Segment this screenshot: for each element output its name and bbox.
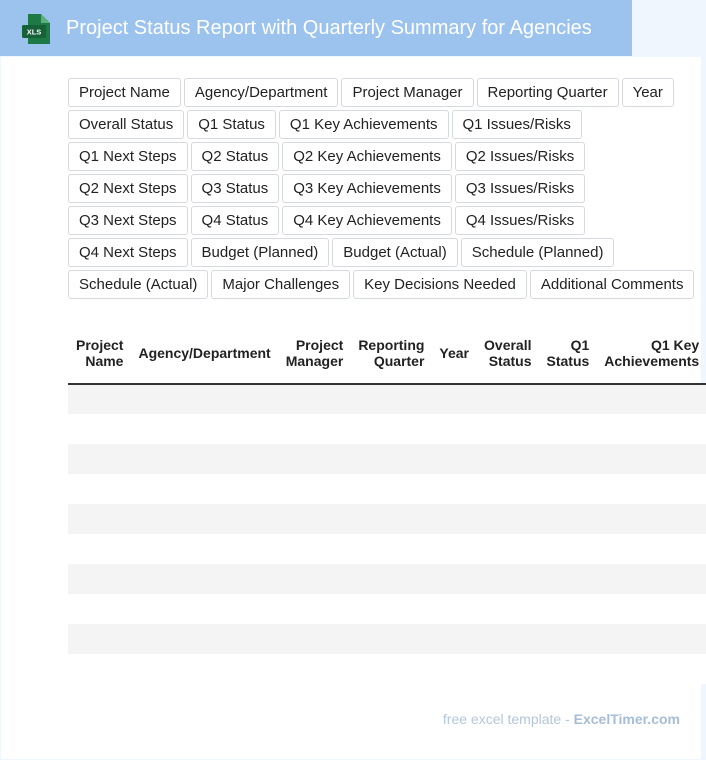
table-row[interactable] <box>68 444 706 474</box>
table-cell[interactable] <box>539 444 597 474</box>
table-cell[interactable] <box>278 474 351 504</box>
column-header-project-manager[interactable]: Project Manager <box>278 322 351 384</box>
table-cell[interactable] <box>278 624 351 654</box>
table-cell[interactable] <box>278 564 351 594</box>
field-chip-agency-department[interactable]: Agency/Department <box>184 78 339 107</box>
column-header-overall-status[interactable]: Overall Status <box>476 322 538 384</box>
field-chip-overall-status[interactable]: Overall Status <box>68 110 184 139</box>
table-cell[interactable] <box>596 564 706 594</box>
field-chip-q1-key-achievements[interactable]: Q1 Key Achievements <box>279 110 449 139</box>
table-cell[interactable] <box>130 444 277 474</box>
table-cell[interactable] <box>596 474 706 504</box>
table-cell[interactable] <box>130 504 277 534</box>
table-cell[interactable] <box>68 474 130 504</box>
excel-file-icon <box>22 14 50 44</box>
table-cell[interactable] <box>350 564 431 594</box>
table-cell[interactable] <box>68 504 130 534</box>
table-cell[interactable] <box>539 564 597 594</box>
table-row[interactable] <box>68 564 706 594</box>
table-cell[interactable] <box>476 474 538 504</box>
title-banner <box>0 0 632 56</box>
table-cell[interactable] <box>68 654 130 684</box>
table-cell[interactable] <box>68 414 130 444</box>
footer-credit <box>443 711 680 727</box>
field-chip-reporting-quarter[interactable]: Reporting Quarter <box>477 78 619 107</box>
table-cell[interactable] <box>68 444 130 474</box>
table-row[interactable] <box>68 384 706 414</box>
table-cell[interactable] <box>68 624 130 654</box>
table-cell[interactable] <box>68 564 130 594</box>
field-chip-major-challenges[interactable]: Major Challenges <box>211 270 350 299</box>
table-cell[interactable] <box>278 594 351 624</box>
table-cell[interactable] <box>350 504 431 534</box>
field-chip-q1-next-steps[interactable]: Q1 Next Steps <box>68 142 188 171</box>
table-cell[interactable] <box>68 384 130 414</box>
table-cell[interactable] <box>539 624 597 654</box>
table-cell[interactable] <box>350 594 431 624</box>
table-cell[interactable] <box>130 624 277 654</box>
footer-brand-link[interactable]: ExcelTimer.com <box>573 711 680 727</box>
table-cell[interactable] <box>539 534 597 564</box>
field-chip-year[interactable]: Year <box>622 78 674 107</box>
data-table <box>68 322 706 684</box>
table-cell[interactable] <box>476 534 538 564</box>
field-chip-q2-issues-risks[interactable]: Q2 Issues/Risks <box>455 142 585 171</box>
table-cell[interactable] <box>278 654 351 684</box>
table-cell[interactable] <box>130 474 277 504</box>
column-header-q1-status[interactable]: Q1 Status <box>539 322 597 384</box>
table-cell[interactable] <box>431 564 476 594</box>
field-chip-q4-key-achievements[interactable]: Q4 Key Achievements <box>282 206 452 235</box>
table-cell[interactable] <box>431 624 476 654</box>
table-cell[interactable] <box>539 414 597 444</box>
table-cell[interactable] <box>130 534 277 564</box>
table-cell[interactable] <box>539 504 597 534</box>
table-cell[interactable] <box>476 594 538 624</box>
table-cell[interactable] <box>278 504 351 534</box>
column-header-q1-key-achievements[interactable]: Q1 Key Achievements <box>596 322 706 384</box>
table-cell[interactable] <box>476 444 538 474</box>
table-cell[interactable] <box>596 624 706 654</box>
field-chip-q1-issues-risks[interactable]: Q1 Issues/Risks <box>452 110 582 139</box>
table-cell[interactable] <box>431 474 476 504</box>
table-cell[interactable] <box>596 594 706 624</box>
table-cell[interactable] <box>476 504 538 534</box>
table-header-row <box>68 322 706 384</box>
table-cell[interactable] <box>350 624 431 654</box>
table-cell[interactable] <box>130 564 277 594</box>
table-cell[interactable] <box>130 594 277 624</box>
field-chip-q4-issues-risks[interactable]: Q4 Issues/Risks <box>455 206 585 235</box>
table-cell[interactable] <box>350 384 431 414</box>
field-chip-q2-next-steps[interactable]: Q2 Next Steps <box>68 174 188 203</box>
page-title: Project Status Report with Quarterly Summary for Agencies <box>66 17 592 39</box>
table-cell[interactable] <box>596 654 706 684</box>
table-row[interactable] <box>68 534 706 564</box>
field-chip-q1-status[interactable]: Q1 Status <box>187 110 276 139</box>
table-row[interactable] <box>68 624 706 654</box>
field-chip-q3-next-steps[interactable]: Q3 Next Steps <box>68 206 188 235</box>
table-cell[interactable] <box>278 414 351 444</box>
table-cell[interactable] <box>431 654 476 684</box>
table-cell[interactable] <box>596 444 706 474</box>
table-row[interactable] <box>68 654 706 684</box>
table-cell[interactable] <box>431 384 476 414</box>
table-cell[interactable] <box>278 444 351 474</box>
table-cell[interactable] <box>596 534 706 564</box>
field-chip-project-name[interactable]: Project Name <box>68 78 181 107</box>
file-badge-label: XLS <box>26 27 42 37</box>
field-chip-schedule-actual[interactable]: Schedule (Actual) <box>68 270 208 299</box>
table-cell[interactable] <box>350 414 431 444</box>
table-cell[interactable] <box>539 474 597 504</box>
table-cell[interactable] <box>350 474 431 504</box>
field-chip-q3-issues-risks[interactable]: Q3 Issues/Risks <box>455 174 585 203</box>
table-cell[interactable] <box>596 414 706 444</box>
table-cell[interactable] <box>350 444 431 474</box>
table-body <box>68 384 706 684</box>
table-row[interactable] <box>68 474 706 504</box>
field-chip-q4-next-steps[interactable]: Q4 Next Steps <box>68 238 188 267</box>
table-cell[interactable] <box>350 654 431 684</box>
column-header-reporting-quarter[interactable]: Reporting Quarter <box>350 322 431 384</box>
table-cell[interactable] <box>68 594 130 624</box>
table-row[interactable] <box>68 414 706 444</box>
field-chip-project-manager[interactable]: Project Manager <box>341 78 473 107</box>
field-chip-budget-actual[interactable]: Budget (Actual) <box>332 238 457 267</box>
table-cell[interactable] <box>476 384 538 414</box>
table-cell[interactable] <box>476 414 538 444</box>
table-cell[interactable] <box>596 384 706 414</box>
field-chip-list <box>68 78 698 299</box>
column-header-agency-department[interactable]: Agency/Department <box>130 322 277 384</box>
table-cell[interactable] <box>431 534 476 564</box>
table-cell[interactable] <box>278 384 351 414</box>
table-cell[interactable] <box>130 384 277 414</box>
table-cell[interactable] <box>130 654 277 684</box>
table-row[interactable] <box>68 594 706 624</box>
table-cell[interactable] <box>539 384 597 414</box>
table-cell[interactable] <box>431 414 476 444</box>
table-cell[interactable] <box>431 504 476 534</box>
table-cell[interactable] <box>596 504 706 534</box>
table-cell[interactable] <box>476 564 538 594</box>
field-chip-budget-planned[interactable]: Budget (Planned) <box>191 238 330 267</box>
table-cell[interactable] <box>68 534 130 564</box>
table-row[interactable] <box>68 504 706 534</box>
footer-prefix: free excel template - <box>442 711 574 727</box>
field-chip-q3-status[interactable]: Q3 Status <box>191 174 280 203</box>
table-cell[interactable] <box>130 414 277 444</box>
field-chip-schedule-planned[interactable]: Schedule (Planned) <box>461 238 615 267</box>
field-chip-q2-status[interactable]: Q2 Status <box>191 142 280 171</box>
column-header-project-name[interactable]: Project Name <box>68 322 130 384</box>
table-cell[interactable] <box>476 654 538 684</box>
field-chip-additional-comments[interactable]: Additional Comments <box>530 270 695 299</box>
field-chip-q3-key-achievements[interactable]: Q3 Key Achievements <box>282 174 452 203</box>
table-cell[interactable] <box>431 594 476 624</box>
column-header-year[interactable]: Year <box>431 322 476 384</box>
table-viewport[interactable] <box>68 322 700 686</box>
table-cell[interactable] <box>539 594 597 624</box>
field-chip-key-decisions-needed[interactable]: Key Decisions Needed <box>353 270 527 299</box>
table-cell[interactable] <box>278 534 351 564</box>
table-cell[interactable] <box>476 624 538 654</box>
table-cell[interactable] <box>539 654 597 684</box>
field-chip-q4-status[interactable]: Q4 Status <box>191 206 280 235</box>
table-cell[interactable] <box>431 444 476 474</box>
field-chip-q2-key-achievements[interactable]: Q2 Key Achievements <box>282 142 452 171</box>
table-cell[interactable] <box>350 534 431 564</box>
